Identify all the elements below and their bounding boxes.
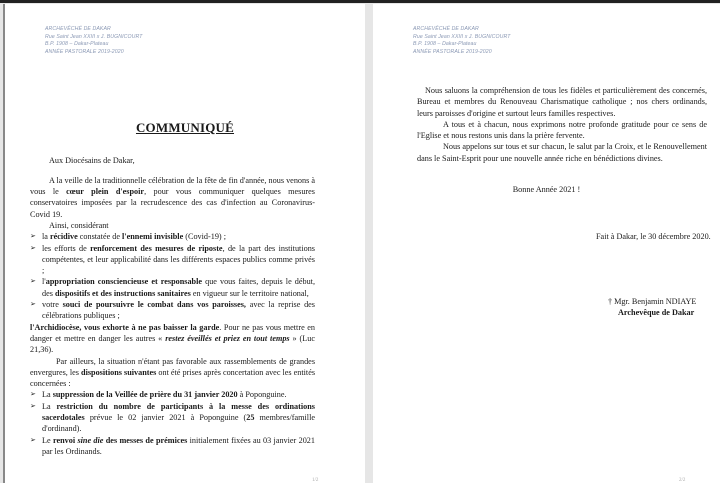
arrow-bullet-icon: ➢ <box>30 401 36 410</box>
list-item: ➢ votre souci de poursuivre le combat dans vos paroisses, avec la reprise des célébrations publiques ; <box>30 300 315 321</box>
letterhead <box>413 26 511 56</box>
considerations-list <box>30 231 315 321</box>
document-body <box>417 85 707 164</box>
measures-list <box>30 389 315 457</box>
letterhead-line: ANNÉE PASTORALE 2019-2020 <box>413 48 492 55</box>
arrow-bullet-icon: ➢ <box>30 390 36 399</box>
new-year-greeting: Bonne Année 2021 ! <box>512 185 581 194</box>
closing-paragraph-1: Nous saluons la compréhension de tous les fidèles et particulièrement des concernés, Bureau et membres du Renouveau Charismatique catholique ; nos chers ordinands, leurs paroisses d'origine et surtout leurs familles respectives. <box>417 86 707 118</box>
page-number: 1/2 <box>312 478 319 483</box>
letterhead-line: ANNÉE PASTORALE 2019-2020 <box>45 48 124 55</box>
date-place: Fait à Dakar, le 30 décembre 2020. <box>596 232 711 241</box>
list-item: ➢ La suppression de la Veillée de prière du 31 janvier 2020 à Poponguine. <box>30 390 287 400</box>
arrow-bullet-icon: ➢ <box>30 435 36 444</box>
list-item: ➢ la récidive constatée de l'ennemi invisible (Covid-19) ; <box>30 232 226 242</box>
letterhead-line: ARCHEVÊCHÉ DE DAKAR <box>45 26 111 32</box>
document-title: COMMUNIQUÉ <box>135 120 235 135</box>
signatory-name: † Mgr. Benjamin NDIAYE <box>608 297 697 306</box>
letterhead-line: ARCHEVÊCHÉ DE DAKAR <box>413 26 479 32</box>
document-body <box>30 155 315 457</box>
letterhead-line: Rue Saint Jean XXIII x J. BUGNICOURT <box>413 33 511 40</box>
considering-label: Ainsi, considérant <box>49 220 109 230</box>
arrow-bullet-icon: ➢ <box>30 277 36 286</box>
closing-paragraph-3: Nous appelons sur tous et sur chacun, le salut par la Croix, et le Renouvellement dans le Saint-Esprit pour une nouvelle année riche en bénédictions divines. <box>417 142 707 163</box>
arrow-bullet-icon: ➢ <box>30 300 36 309</box>
list-item: ➢ l'appropriation consciencieuse et responsable que vous faites, depuis le début, des dispositifs et des instructions sanitaires en vigueur sur le territoire national, <box>30 277 316 298</box>
list-item: ➢ Le renvoi sine die des messes de prémices initialement fixées au 03 janvier 2021 par les Ordinands. <box>30 435 315 456</box>
arrow-bullet-icon: ➢ <box>30 243 36 252</box>
salutation: Aux Diocésains de Dakar, <box>49 156 135 165</box>
page-number: 2/2 <box>679 478 686 483</box>
letterhead <box>45 26 143 56</box>
closing-paragraph-2: A tous et à chacun, nous exprimons notre profonde gratitude pour ce sens de l'Eglise et nous restons unis dans la prière fervente. <box>417 119 707 141</box>
exhort-paragraph: l'Archidiocèse, vous exhorte à ne pas baisser la garde. Pour ne pas vous mettre en danger et mettre en danger les autres « restez éveillés et priez en tout temps » (Luc 21,36). <box>30 322 316 355</box>
letterhead-line: Rue Saint Jean XXIII x J. BUGNICOURT <box>45 33 143 40</box>
document-page-2 <box>373 4 720 483</box>
arrow-bullet-icon: ➢ <box>30 232 36 241</box>
letterhead-line: B.P. 1908 – Dakar-Plateau <box>413 41 477 48</box>
intro-paragraph: A la veille de la traditionnelle célébration de la fête de fin d'année, nous venons à vous le cœur plein d'espoir, pour vous communiquer quelques mesures conservatoires imposées par la recrudescence des cas d'infection au Coronavirus-Covid 19. <box>30 175 315 219</box>
signature-block <box>608 296 696 318</box>
document-page-1 <box>3 4 365 483</box>
measures-intro: Par ailleurs, la situation n'étant pas favorable aux rassemblements de grandes envergures, les dispositions suivantes ont été prises après concertation avec les entités concernées : <box>30 356 316 389</box>
list-item: ➢ La restriction du nombre de participants à la messe des ordinations sacerdotales prévue le 02 janvier 2021 à Poponguine (25 membres/famille d'ordinand). <box>30 401 315 434</box>
top-border <box>0 0 720 3</box>
signatory-role: Archevêque de Dakar <box>618 308 695 317</box>
letterhead-line: B.P. 1908 – Dakar-Plateau <box>45 41 109 48</box>
list-item: ➢ les efforts de renforcement des mesures de riposte, de la part des institutions compétentes, et leur applicabilité dans les différents espaces publics comme privés ; <box>30 243 315 276</box>
